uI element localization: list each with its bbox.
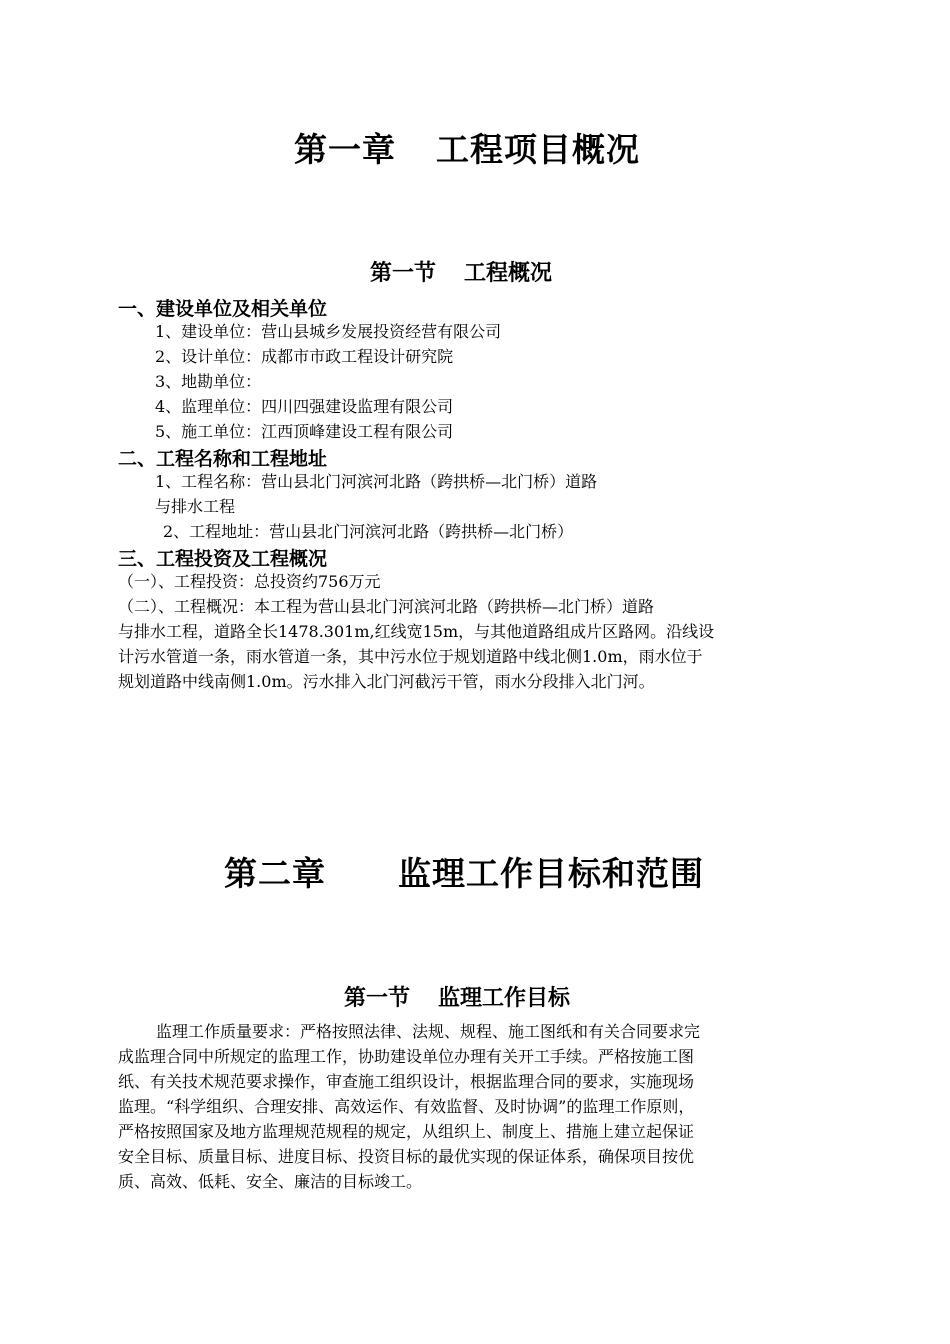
part-1-item: 2、设计单位：成都市市政工程设计研究院 [155,347,454,366]
project-investment: （一）、工程投资：总投资约756万元 [118,572,381,591]
project-name-line-1: 1、工程名称：营山县北门河滨河北路（跨拱桥—北门桥）道路 [155,472,598,491]
chapter-1-title [294,124,640,171]
goals-line: 监理工作质量要求：严格按照法律、法规、规程、施工图纸和有关合同要求完 [156,1022,701,1041]
section-2-1-number: 第一节 [344,986,411,1011]
chapter-2-name: 监理工作目标和范围 [398,854,704,893]
part-2-heading: 二、工程名称和工程地址 [118,448,328,470]
section-1-1-name: 工程概况 [464,261,553,286]
goals-line: 严格按照国家及地方监理规范规程的规定，从组织上、制度上、措施上建立起保证 [118,1122,695,1141]
chapter-1-number: 第一章 [294,130,396,169]
part-1-heading: 一、建设单位及相关单位 [118,298,328,320]
project-address: 2、工程地址：营山县北门河滨河北路（跨拱桥—北门桥） [163,522,574,541]
goals-line: 成监理合同中所规定的监理工作，协助建设单位办理有关开工手续。严格按施工图 [118,1047,695,1066]
supervision-goals-paragraph [118,1019,834,1194]
goals-line: 质、高效、低耗、安全、廉洁的目标竣工。 [118,1172,423,1191]
overview-line: 规划道路中线南侧1.0m。污水排入北门河截污干管，雨水分段排入北门河。 [118,672,655,691]
goals-line: 纸、有关技术规范要求操作，审查施工组织设计，根据监理合同的要求，实施现场 [118,1072,695,1091]
section-2-1-name: 监理工作目标 [438,986,571,1011]
chapter-2-number: 第二章 [224,854,326,893]
section-1-1-number: 第一节 [370,261,437,286]
overview-line: 计污水管道一条，雨水管道一条，其中污水位于规划道路中线北侧1.0m，雨水位于 [118,647,703,666]
part-1-item: 4、监理单位：四川四强建设监理有限公司 [155,397,454,416]
part-1-item: 3、地勘单位： [155,372,262,391]
section-2-1-title [344,981,570,1012]
project-name-line-2: 与排水工程 [155,497,236,516]
overview-line: 与排水工程，道路全长1478.301m,红线宽15m，与其他道路组成片区路网。沿线设 [118,622,715,641]
part-1-item: 1、建设单位：营山县城乡发展投资经营有限公司 [155,322,502,341]
goals-line: 安全目标、质量目标、进度目标、投资目标的最优实现的保证体系，确保项目按优 [118,1147,695,1166]
project-overview [118,594,834,694]
section-1-1-title [370,256,552,287]
chapter-1-name: 工程项目概况 [436,130,640,169]
part-1-item: 5、施工单位：江西顶峰建设工程有限公司 [155,422,454,441]
chapter-2-title [224,848,704,895]
overview-line: （二）、工程概况：本工程为营山县北门河滨河北路（跨拱桥—北门桥）道路 [118,597,655,616]
part-3-heading: 三、工程投资及工程概况 [118,548,328,570]
goals-line: 监理。“科学组织、合理安排、高效运作、有效监督、及时协调”的监理工作原则， [118,1097,695,1116]
